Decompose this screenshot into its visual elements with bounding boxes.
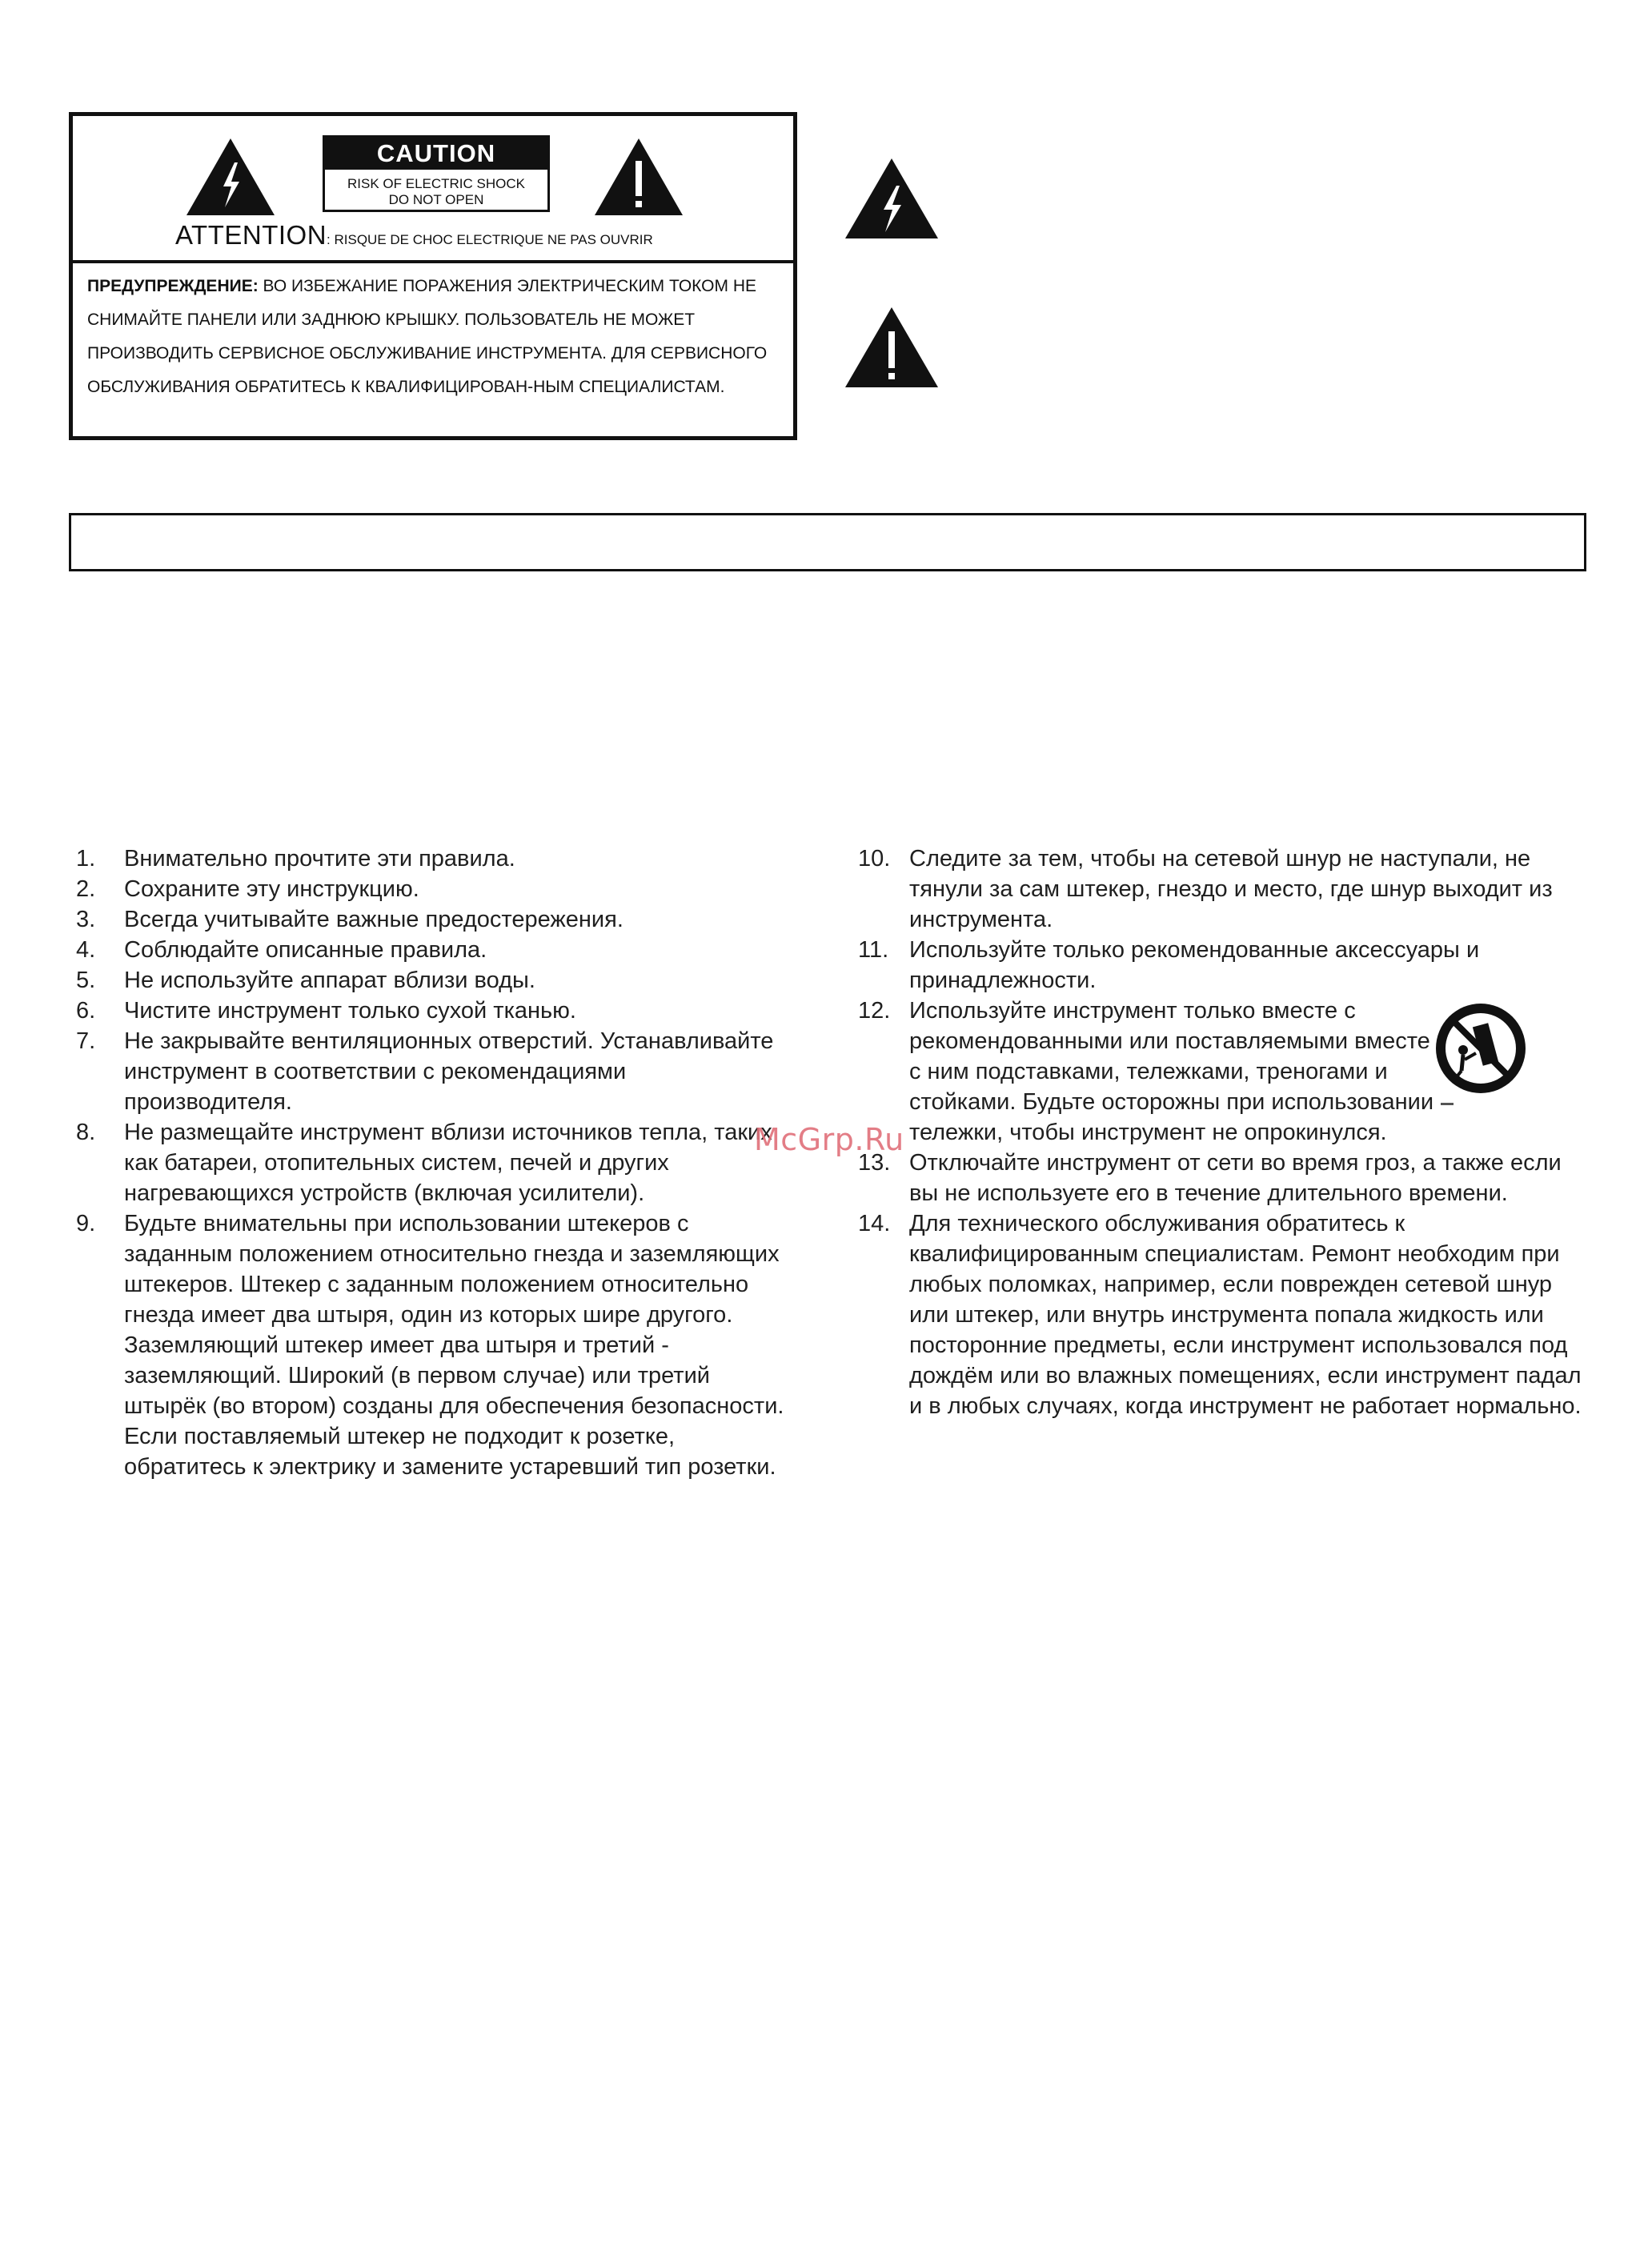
item-number: 10. <box>858 846 891 872</box>
item-number: 6. <box>76 998 96 1024</box>
item-number: 9. <box>76 1211 96 1236</box>
item-text: Не используйте аппарат вблизи воды. <box>124 968 535 993</box>
item-text: Используйте только рекомендованные аксессуары и принадлежности. <box>909 937 1480 993</box>
list-item <box>76 843 796 874</box>
item-number: 1. <box>76 846 96 872</box>
electric-shock-symbol-icon <box>844 157 940 244</box>
list-item <box>76 965 796 996</box>
item-text: Будьте внимательны при использовании штекеров с заданным положением относительно гнезда и заземляющих штекеров. Штекер с заданным положением относительно гнезда имеет два штыря, один из которых шире другого. Заземляющий штекер имеет два штыря и третий - заземляющий. Широкий (в первом случае) или третий штырёк (во втором) созданы для обеспечения безопасности. Если поставляемый штекер не подходит к розетке, обратитесь к электрику и замените устаревший тип розетки. <box>124 1211 784 1480</box>
caution-line2: DO NOT OPEN <box>388 192 484 207</box>
cart-tipover-warning-icon <box>1433 1000 1529 1112</box>
item-number: 7. <box>76 1028 96 1054</box>
caution-label <box>323 135 550 212</box>
electric-shock-warning-icon <box>185 137 276 217</box>
attention-line <box>175 220 736 250</box>
item-text: Соблюдайте описанные правила. <box>124 937 487 963</box>
item-number: 11. <box>858 937 889 963</box>
item-number: 5. <box>76 968 96 993</box>
caution-title: CAUTION <box>325 138 547 170</box>
exclamation-warning-icon <box>593 137 684 217</box>
item-text: Внимательно прочтите эти правила. <box>124 846 515 872</box>
list-item <box>76 1026 796 1117</box>
item-text: Не размещайте инструмент вблизи источников тепла, таких как батареи, отопительных систем, печей и других нагревающихся устройств (включая усилители). <box>124 1120 772 1206</box>
item-text: Чистите инструмент только сухой тканью. <box>124 998 576 1024</box>
item-text: Всегда учитывайте важные предостережения. <box>124 907 624 932</box>
list-item <box>76 874 796 904</box>
instructions-left <box>76 843 796 1482</box>
caution-line1: RISK OF ELECTRIC SHOCK <box>347 176 525 191</box>
item-text: Отключайте инструмент от сети во время гроз, а также если вы не используете его в течение длительного времени. <box>909 1150 1562 1206</box>
caution-header <box>73 116 793 263</box>
list-item <box>76 935 796 965</box>
instructions-right <box>858 843 1594 1421</box>
item-number: 13. <box>858 1150 891 1176</box>
list-item <box>76 1208 796 1482</box>
item-text: Следите за тем, чтобы на сетевой шнур не наступали, не тянули за сам штекер, гнездо и место, где шнур выходит из инструмента. <box>909 846 1553 932</box>
item-number: 12. <box>858 998 891 1024</box>
list-item <box>76 996 796 1026</box>
exclamation-symbol-icon <box>844 306 940 393</box>
item-text: Сохраните эту инструкцию. <box>124 876 419 902</box>
item-number: 2. <box>76 876 96 902</box>
item-number: 8. <box>76 1120 96 1145</box>
russian-warning <box>87 270 792 404</box>
warning-lead: ПРЕДУПРЕЖДЕНИЕ: <box>87 277 259 295</box>
watermark: McGrp.Ru <box>754 1122 904 1157</box>
item-number: 4. <box>76 937 96 963</box>
list-item <box>76 1117 796 1208</box>
list-item <box>858 1208 1594 1421</box>
list-item <box>858 843 1594 935</box>
attention-word: ATTENTION <box>175 220 327 250</box>
item-number: 14. <box>858 1211 891 1236</box>
item-text: Для технического обслуживания обратитесь к квалифицированным специалистам. Ремонт необходим при любых поломках, например, если поврежден сетевой шнур или штекер, или внутрь инструмента попала жидкость или посторонние предметы, если инструмент использовался под дождём или во влажных помещениях, если инструмент падал и в любых случаях, когда инструмент не работает нормально. <box>909 1211 1582 1419</box>
warning-body: ВО ИЗБЕЖАНИЕ ПОРАЖЕНИЯ ЭЛЕКТРИЧЕСКИМ ТОКОМ НЕ СНИМАЙТЕ ПАНЕЛИ ИЛИ ЗАДНЮЮ КРЫШКУ. ПОЛЬЗОВАТЕЛЬ НЕ МОЖЕТ ПРОИЗВОДИТЬ СЕРВИСНОЕ ОБСЛУЖИВАНИЕ ИНСТРУМЕНТА. ДЛЯ СЕРВИСНОГО ОБСЛУЖИВАНИЯ ОБРАТИТЕСЬ К КВАЛИФИЦИРОВАН-НЫМ СПЕЦИАЛИСТАМ. <box>87 277 768 396</box>
list-item <box>858 1148 1594 1208</box>
item-number: 3. <box>76 907 96 932</box>
list-item <box>858 935 1594 996</box>
list-item <box>76 904 796 935</box>
item-text: Используйте инструмент только вместе с рекомендованными или поставляемыми вместе с ним подставками, тележками, треногами и стойками. Будьте осторожны при использовании тележки, чтобы инструмент не опрокинулся. <box>909 998 1434 1145</box>
section-title-frame <box>69 513 1586 571</box>
attention-text: : RISQUE DE CHOC ELECTRIQUE NE PAS OUVRIR <box>327 232 653 247</box>
item-text: Не закрывайте вентиляционных отверстий. Устанавливайте инструмент в соответствии с рекомендациями производителя. <box>124 1028 774 1115</box>
caution-box <box>69 112 797 440</box>
